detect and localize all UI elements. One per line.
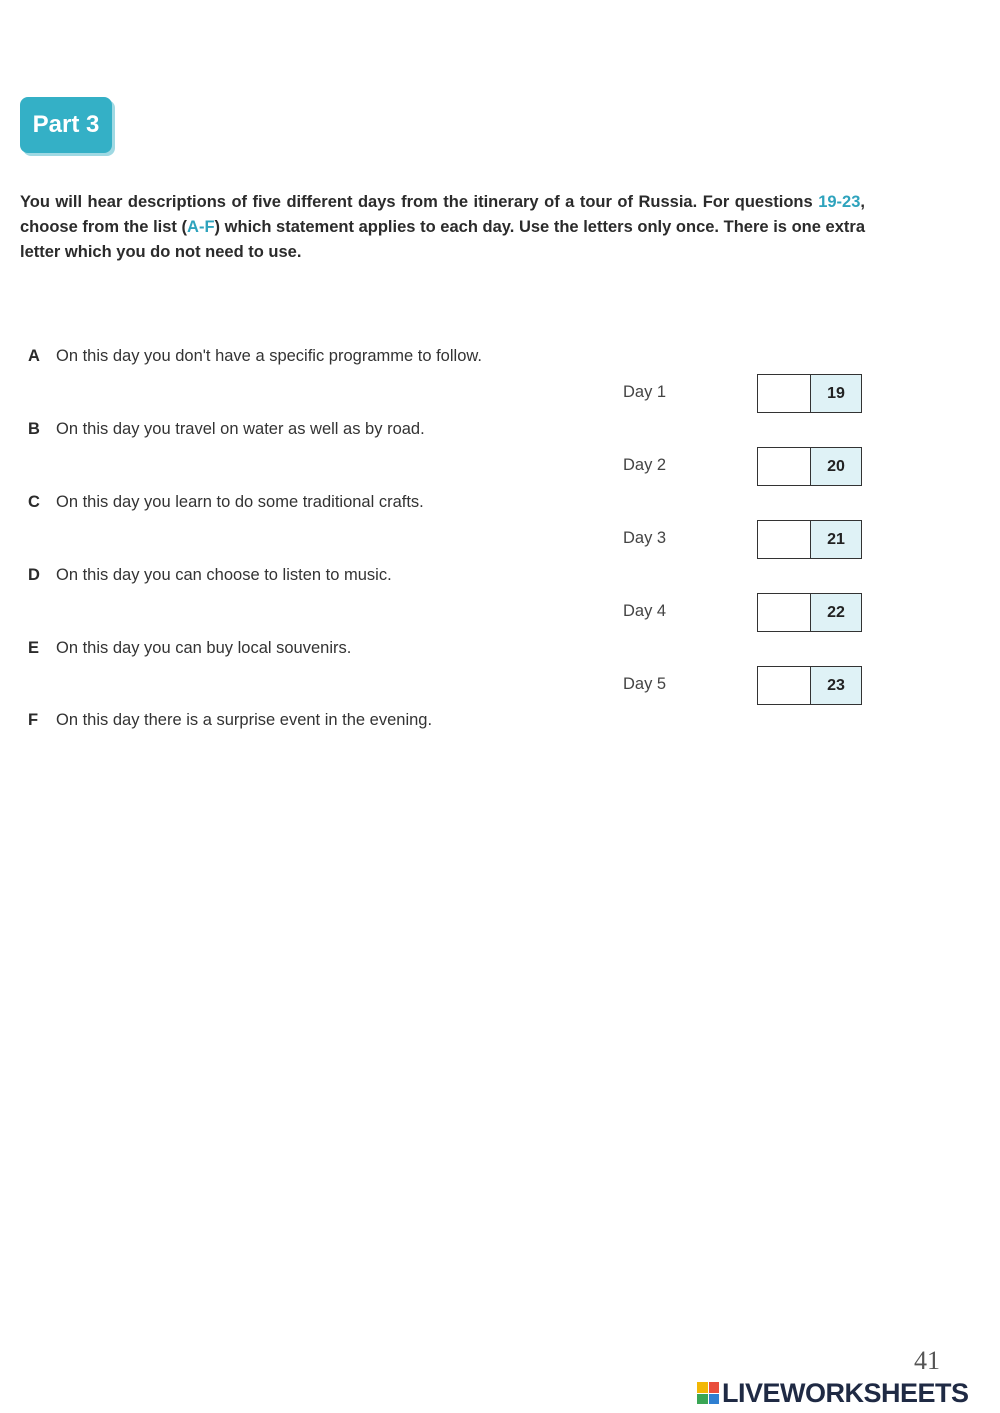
option-c (28, 493, 424, 512)
instructions-text-a: You will hear descriptions of five different days from the itinerary of a tour of Russia. For questions (20, 193, 819, 211)
option-letter: A (28, 347, 40, 365)
option-text: On this day there is a surprise event in the evening. (56, 711, 433, 729)
day-5-label: Day 5 (623, 675, 667, 693)
option-letter: C (28, 493, 40, 511)
brand-name: LIVEWORKSHEETS (722, 1377, 969, 1408)
day-4-label: Day 4 (623, 602, 667, 620)
option-b (28, 420, 425, 439)
day-2-label: Day 2 (623, 456, 667, 474)
answer-box-20 (757, 447, 862, 486)
answer-box-19 (757, 374, 862, 413)
page-number: 41 (914, 1346, 940, 1375)
answer-input-20[interactable] (758, 448, 811, 485)
option-text: On this day you travel on water as well as by road. (56, 420, 425, 438)
part-badge-label: Part 3 (32, 111, 100, 138)
answer-input-22[interactable] (758, 594, 811, 631)
answer-input-23[interactable] (758, 667, 811, 704)
option-d (28, 566, 392, 585)
option-letter: F (28, 711, 39, 729)
liveworksheets-logo-icon (697, 1382, 719, 1404)
answer-input-19[interactable] (758, 375, 811, 412)
question-range: 19-23 (818, 193, 861, 211)
instructions-text-b: , choose from the list ( (20, 193, 865, 236)
answer-box-21 (757, 520, 862, 559)
question-number: 19 (811, 375, 861, 412)
answer-box-22 (757, 593, 862, 632)
day-1-label: Day 1 (623, 383, 667, 401)
question-number: 21 (811, 521, 861, 558)
answer-box-23 (757, 666, 862, 705)
question-number: 22 (811, 594, 861, 631)
option-text: On this day you learn to do some traditional crafts. (56, 493, 424, 511)
instructions-text-c: ) which statement applies to each day. Use the letters only once. There is one extra letter which you do not need to use. (20, 218, 865, 261)
letter-range: A-F (187, 218, 215, 236)
option-text: On this day you can choose to listen to music. (56, 566, 392, 584)
option-text: On this day you don't have a specific programme to follow. (56, 347, 482, 365)
part-badge (20, 97, 112, 153)
day-3-label: Day 3 (623, 529, 667, 547)
option-letter: D (28, 566, 40, 584)
option-a (28, 347, 482, 366)
answer-input-21[interactable] (758, 521, 811, 558)
option-letter: B (28, 420, 40, 438)
option-f (28, 711, 432, 730)
instructions (20, 190, 865, 265)
liveworksheets-footer[interactable] (697, 1378, 969, 1408)
option-text: On this day you can buy local souvenirs. (56, 639, 352, 657)
question-number: 23 (811, 667, 861, 704)
option-e (28, 639, 351, 658)
option-letter: E (28, 639, 40, 657)
question-number: 20 (811, 448, 861, 485)
